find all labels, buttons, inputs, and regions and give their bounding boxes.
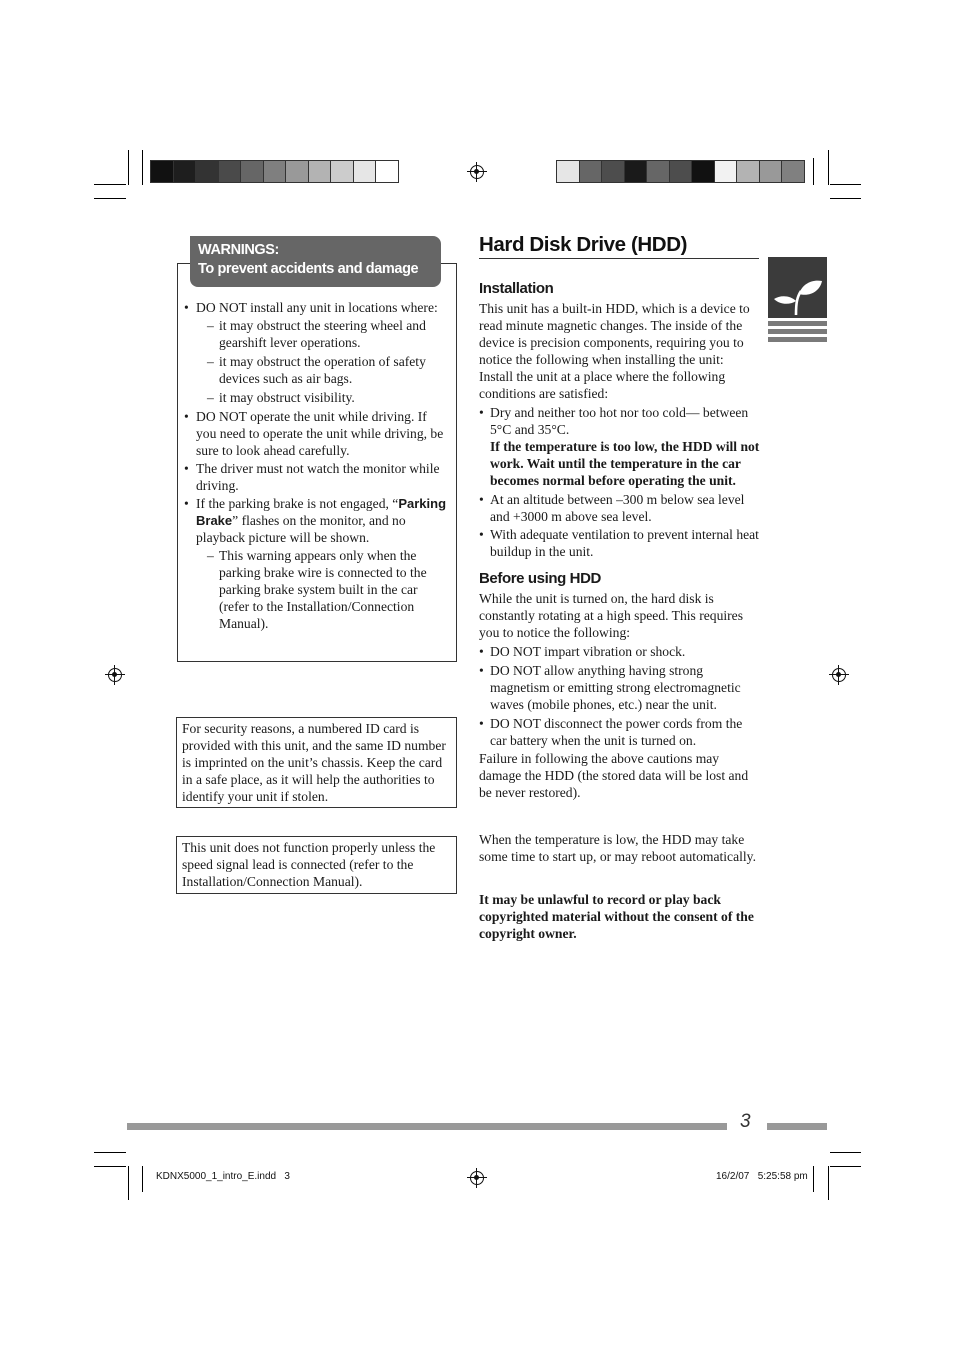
title-underline <box>479 258 759 259</box>
security-note: For security reasons, a numbered ID card is provided with this unit, and the same ID number is imprinted on the unit’s chassis. Keep the card in a safe place, as it will help the authorities to identify your unit if stolen. <box>182 721 446 804</box>
gray-swatch <box>218 160 242 183</box>
slug-file-name: KDNX5000_1_intro_E.indd 3 <box>156 1171 290 1182</box>
low-temperature-warning: If the temperature is too low, the HDD will not work. Wait until the temperature in the car becomes normal before operating the unit. <box>490 439 760 488</box>
before-using-heading: Before using HDD <box>479 570 601 587</box>
before-using-intro: While the unit is turned on, the hard disk is constantly rotating at a high speed. This requires you to notice the following: <box>479 591 744 640</box>
sprout-icon <box>768 257 827 348</box>
registration-mark-icon <box>470 165 484 179</box>
gray-swatch <box>285 160 309 183</box>
caution-item: • DO NOT allow anything having strong magnetism or emitting strong electromagnetic waves (mobile phones, etc.) near the unit. <box>473 662 761 713</box>
warnings-header <box>190 236 441 287</box>
gray-swatch <box>601 160 625 183</box>
warnings-list <box>178 299 450 634</box>
installation-conditions-intro: Install the unit at a place where the following conditions are satisfied: <box>479 369 726 401</box>
gray-swatch <box>353 160 377 183</box>
gray-swatch <box>556 160 580 183</box>
speed-signal-note: This unit does not function properly unless the speed signal lead is connected (refer to the Installation/Connection Manual). <box>182 840 436 889</box>
warning-subitem: – it may obstruct visibility. <box>196 389 450 406</box>
gray-swatch <box>173 160 197 183</box>
footer-rule-right <box>767 1123 827 1130</box>
warnings-subtitle: To prevent accidents and damage <box>198 261 419 277</box>
warning-item: • DO NOT operate the unit while driving. If you need to operate the unit while driving, be sure to look ahead carefully. <box>178 408 450 459</box>
caution-item: • DO NOT disconnect the power cords from the car battery when the unit is turned on. <box>473 715 761 749</box>
parking-brake-display-text: Parking Brake <box>196 496 447 528</box>
warning-item: • DO NOT install any unit in locations where: – it may obstruct the steering wheel and gearshift lever operations. – it may obstruct the operation of safety devices such as air bags. – it may obstruct visibility. <box>178 299 450 406</box>
caution-item: • DO NOT impart vibration or shock. <box>473 643 761 660</box>
gray-swatch <box>330 160 354 183</box>
slug-timestamp: 16/2/07 5:25:58 pm <box>716 1171 808 1182</box>
gray-swatch <box>781 160 805 183</box>
section-title: Hard Disk Drive (HDD) <box>479 233 688 256</box>
gray-swatch <box>375 160 399 183</box>
low-temperature-note: When the temperature is low, the HDD may take some time to start up, or may reboot automatically. <box>479 832 756 864</box>
warning-subitem: – it may obstruct the steering wheel and gearshift lever operations. <box>196 317 450 351</box>
gray-swatch <box>714 160 738 183</box>
security-note-box <box>176 717 457 808</box>
gray-swatch <box>759 160 783 183</box>
gray-swatch <box>195 160 219 183</box>
condition-item: • With adequate ventilation to prevent internal heat buildup in the unit. <box>473 526 761 560</box>
registration-mark-icon <box>470 1171 484 1185</box>
gray-swatch <box>691 160 715 183</box>
registration-mark-icon <box>832 668 846 682</box>
speed-signal-note-box <box>176 836 457 894</box>
gray-swatch <box>736 160 760 183</box>
warning-subitem: – it may obstruct the operation of safety devices such as air bags. <box>196 353 450 387</box>
gray-swatch <box>624 160 648 183</box>
failure-note: Failure in following the above cautions may damage the HDD (the stored data will be lost and be never restored). <box>479 751 749 800</box>
copyright-note: It may be unlawful to record or play back copyrighted material without the consent of the copyright owner. <box>479 892 754 941</box>
warning-item: • The driver must not watch the monitor while driving. <box>178 460 450 494</box>
installation-intro: This unit has a built-in HDD, which is a device to read minute magnetic changes. The inside of the device is precision components, requiring you to notice the following when installing the unit: <box>479 301 750 367</box>
warning-subitem: – This warning appears only when the parking brake wire is connected to the parking brake system built in the car (refer to the Installation/Connection Manual). <box>196 547 450 632</box>
gray-swatch <box>240 160 264 183</box>
warning-item: • If the parking brake is not engaged, “Parking Brake” flashes on the monitor, and no playback picture will be shown. – This warning appears only when the parking brake wire is connected to the parking brake system built in the car (refer to the Installation/Connection Manual). <box>178 495 450 632</box>
gray-swatch <box>669 160 693 183</box>
gray-swatch <box>263 160 287 183</box>
condition-item: • Dry and neither too hot nor too cold— between 5°C and 35°C. If the temperature is too low, the HDD will not work. Wait until the temperature in the car becomes normal before operating the unit. <box>473 404 761 489</box>
page-number: 3 <box>740 1111 751 1132</box>
installation-heading: Installation <box>479 280 554 297</box>
warnings-title: WARNINGS: <box>198 242 279 258</box>
gray-swatch <box>646 160 670 183</box>
hdd-content <box>479 279 761 942</box>
footer-rule-left <box>127 1123 727 1130</box>
gray-swatch <box>308 160 332 183</box>
condition-item: • At an altitude between –300 m below sea level and +3000 m above sea level. <box>473 491 761 525</box>
gray-swatch <box>579 160 603 183</box>
registration-mark-icon <box>108 668 122 682</box>
gray-swatch <box>150 160 174 183</box>
